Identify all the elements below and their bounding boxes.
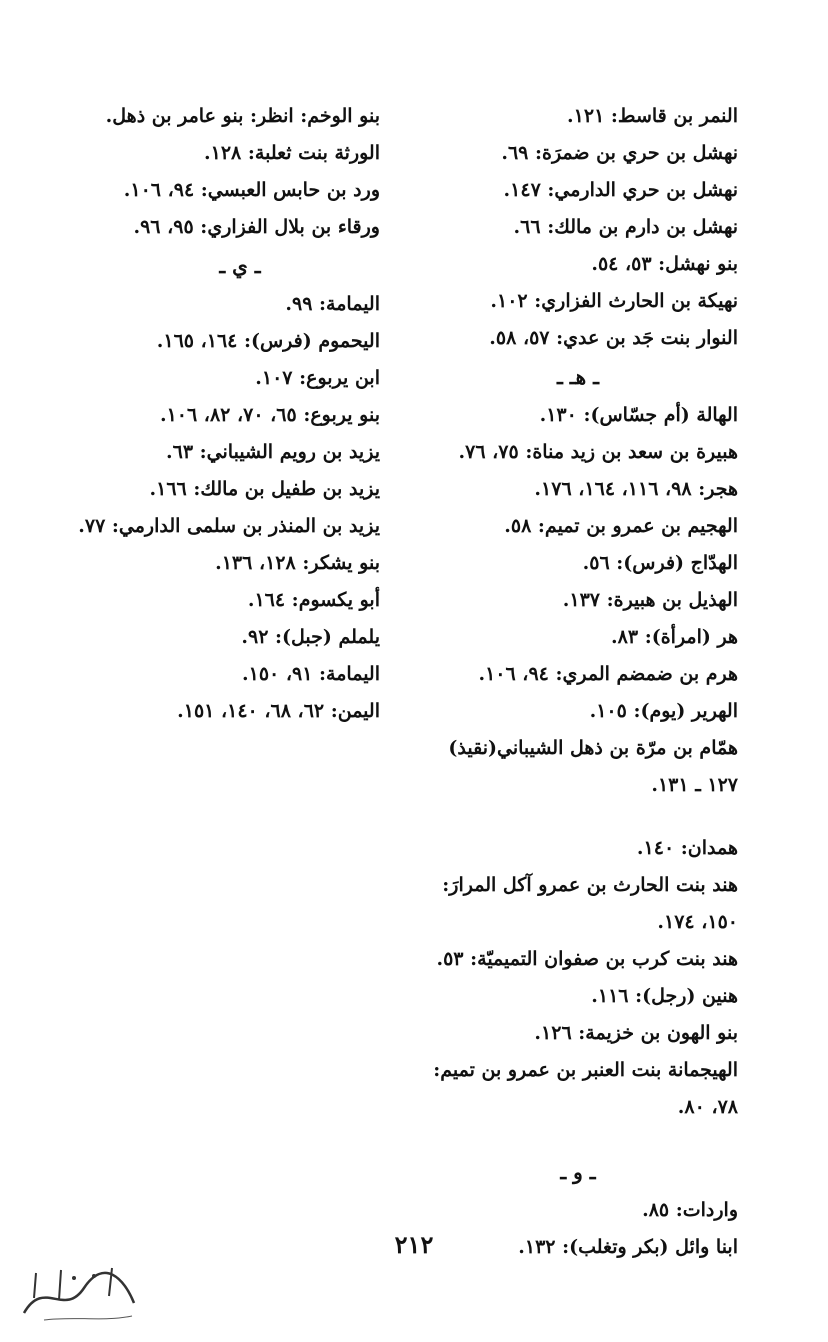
index-entry: يزيد بن رويم الشيباني: ٦٣. bbox=[166, 441, 380, 463]
index-entry: هنين (رجل): ١١٦. bbox=[591, 985, 738, 1007]
index-entry: واردات: ٨٥. bbox=[642, 1199, 738, 1221]
index-entry: هند بنت الحارث بن عمرو آكل المرارَ: bbox=[442, 874, 738, 896]
entries-waw-continued bbox=[50, 98, 380, 246]
index-entry: النمر بن قاسط: ١٢١. bbox=[567, 105, 738, 127]
index-entry: هبيرة بن سعد بن زيد مناة: ٧٥، ٧٦. bbox=[458, 441, 738, 463]
index-entry: الهدّاج (فرس): ٥٦. bbox=[582, 552, 738, 574]
index-entry: ١٢٧ ـ ١٣١. bbox=[651, 774, 738, 796]
index-entry: أبو يكسوم: ١٦٤. bbox=[247, 589, 380, 611]
index-entry: نهشل بن دارم بن مالك: ٦٦. bbox=[513, 216, 738, 238]
index-entry: هند بنت كرب بن صفوان التميميّة: ٥٣. bbox=[436, 948, 738, 970]
index-entry: بنو الهون بن خزيمة: ١٢٦. bbox=[534, 1022, 738, 1044]
index-entry: هجر: ٩٨، ١١٦، ١٦٤، ١٧٦. bbox=[534, 478, 738, 500]
entries-ya bbox=[50, 286, 380, 730]
spacer bbox=[358, 804, 738, 830]
page-number: ٢١٢ bbox=[394, 1230, 434, 1259]
index-entry: همدان: ١٤٠. bbox=[636, 837, 738, 859]
index-entry: نهشل بن حري الدارمي: ١٤٧. bbox=[503, 179, 738, 201]
index-entry: ٧٨، ٨٠. bbox=[677, 1096, 738, 1118]
section-heading-waw: ـ و ـ bbox=[560, 1160, 596, 1184]
index-entry: بنو نهشل: ٥٣، ٥٤. bbox=[591, 253, 738, 275]
index-entry: ابنا وائل (بكر وتغلب): ١٣٢. bbox=[518, 1236, 738, 1258]
right-column bbox=[358, 98, 738, 1266]
index-entry: بنو يربوع: ٦٥، ٧٠، ٨٢، ١٠٦. bbox=[159, 404, 380, 426]
index-entry: اليمن: ٦٢، ٦٨، ١٤٠، ١٥١. bbox=[177, 700, 380, 722]
index-entry: ورقاء بن بلال الفزاري: ٩٥، ٩٦. bbox=[133, 216, 380, 238]
index-entry: بنو الوخم: انظر: بنو عامر بن ذهل. bbox=[105, 105, 380, 127]
index-entry: يزيد بن طفيل بن مالك: ١٦٦. bbox=[149, 478, 380, 500]
index-entry: اليمامة: ٩٩. bbox=[285, 293, 380, 315]
spacer bbox=[358, 1126, 738, 1152]
library-stamp-logo bbox=[14, 1258, 144, 1328]
entries-ha-continued bbox=[358, 830, 738, 1126]
index-entry: ابن يربوع: ١٠٧. bbox=[255, 367, 380, 389]
index-entry: هر (امرأة): ٨٣. bbox=[611, 626, 738, 648]
index-entry: الهجيم بن عمرو بن تميم: ٥٨. bbox=[504, 515, 738, 537]
entries-nun bbox=[358, 98, 738, 357]
section-heading-ya: ـ ي ـ bbox=[219, 254, 261, 278]
section-heading-ha: ـ هـ ـ bbox=[556, 365, 600, 389]
index-entry: الورثة بنت ثعلبة: ١٢٨. bbox=[204, 142, 380, 164]
index-entry: هرم بن ضمضم المري: ٩٤، ١٠٦. bbox=[478, 663, 738, 685]
index-entry: همّام بن مرّة بن ذهل الشيباني(نقيذ) bbox=[448, 737, 738, 759]
index-entry: اليحموم (فرس): ١٦٤، ١٦٥. bbox=[156, 330, 380, 352]
index-entry: الهالة (أم جسّاس): ١٣٠. bbox=[539, 404, 738, 426]
index-entry: بنو يشكر: ١٢٨، ١٣٦. bbox=[215, 552, 380, 574]
index-entry: اليمامة: ٩١، ١٥٠. bbox=[242, 663, 380, 685]
index-entry: نهيكة بن الحارث الفزاري: ١٠٢. bbox=[490, 290, 738, 312]
index-entry: الهرير (يوم): ١٠٥. bbox=[589, 700, 738, 722]
index-entry: الهذيل بن هبيرة: ١٣٧. bbox=[562, 589, 738, 611]
index-entry: ورد بن حابس العبسي: ٩٤، ١٠٦. bbox=[123, 179, 380, 201]
index-entry: النوار بنت جَد بن عدي: ٥٧، ٥٨. bbox=[489, 327, 738, 349]
index-entry: يلملم (جبل): ٩٢. bbox=[241, 626, 380, 648]
index-entry: الهيجمانة بنت العنبر بن عمرو بن تميم: bbox=[433, 1059, 738, 1081]
index-entry: نهشل بن حري بن ضمرَة: ٦٩. bbox=[501, 142, 738, 164]
index-entry: يزيد بن المنذر بن سلمى الدارمي: ٧٧. bbox=[78, 515, 380, 537]
index-entry: ١٥٠، ١٧٤. bbox=[657, 911, 738, 933]
left-column bbox=[50, 98, 380, 730]
entries-ha bbox=[358, 397, 738, 804]
